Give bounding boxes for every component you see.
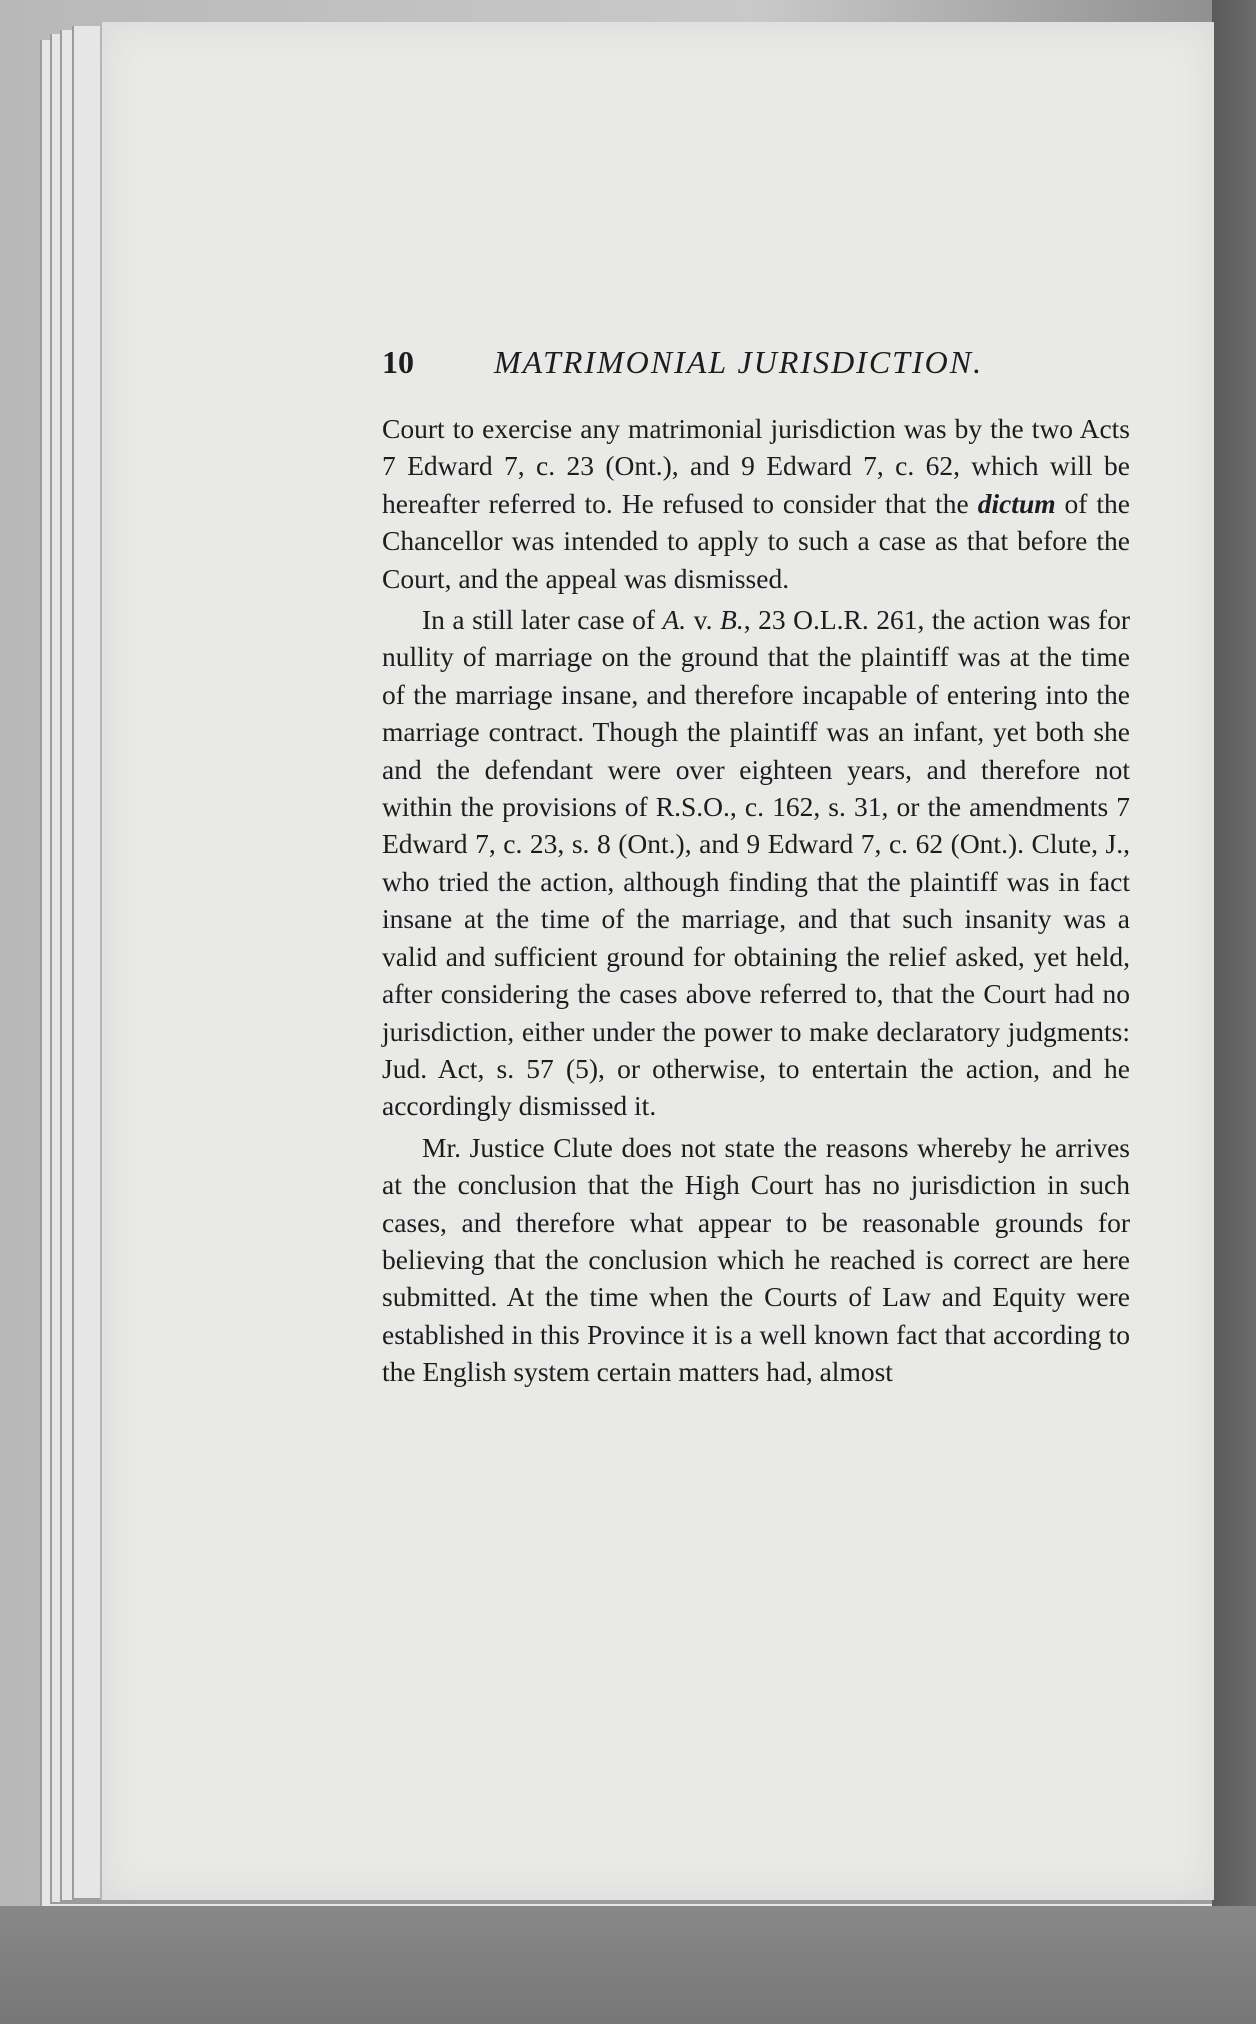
case-versus: v.: [686, 604, 721, 636]
scanner-shadow-right: [1212, 0, 1256, 2024]
paragraph-2-text-a: In a still later case of: [422, 604, 663, 636]
page-header: [382, 344, 1130, 394]
running-head: MATRIMONIAL JURISDICTION.: [494, 344, 984, 380]
paragraph-1: [382, 410, 1130, 597]
page-number: 10: [382, 344, 414, 380]
scanner-shadow-bottom: [0, 1906, 1256, 2024]
paragraph-1-text-b: of the Chancellor was intended to apply to such a case as that before the Court, and the appeal was dismissed.: [382, 487, 1130, 594]
page-text: [382, 344, 1130, 1391]
case-party-b: B.: [720, 604, 744, 636]
paragraph-2: [382, 601, 1130, 1125]
paragraph-1-text-a: Court to exercise any matrimonial jurisdiction was by the two Acts 7 Edward 7, c. 23 (Ont.), and 9 Edward 7, c. 62, which will be hereafter referred to. He refused to consider that the: [382, 413, 1130, 519]
paragraph-2-text-b: , 23 O.L.R. 261, the action was for nullity of marriage on the ground that the plaintiff was at the time of the marriage insane, and therefore incapable of entering into the marriage contract. Though the plaintiff was an infant, yet both she and the defendant were over eighteen years, and therefore not within the provisions of R.S.O., c. 162, s. 31, or the amendments 7 Edward 7, c. 23, s. 8 (Ont.), and 9 Edward 7, c. 62 (Ont.). Clute, J., who tried the action, although finding that the plaintiff was in fact insane at the time of the marriage, and that such insanity was a valid and sufficient ground for obtaining the relief asked, yet held, after considering the cases above referred to, that the Court had no jurisdiction, either under the power to make declaratory judgments: Jud. Act, s. 57 (5), or otherwise, to entertain the action, and he accordingly dismissed it.: [382, 604, 1130, 1122]
paragraph-1-emphasis: dictum: [977, 487, 1056, 519]
paragraph-3-text: Mr. Justice Clute does not state the reasons whereby he arrives at the conclusion that the High Court has no jurisdiction in such cases, and therefore what appear to be reasonable grounds for believing that the conclusion which he reached is correct are here submitted. At the time when the Courts of Law and Equity were established in this Province it is a well known fact that according to the English system certain matters had, almost: [382, 1131, 1130, 1388]
case-party-a: A.: [662, 604, 687, 636]
paragraph-3: [382, 1129, 1130, 1391]
